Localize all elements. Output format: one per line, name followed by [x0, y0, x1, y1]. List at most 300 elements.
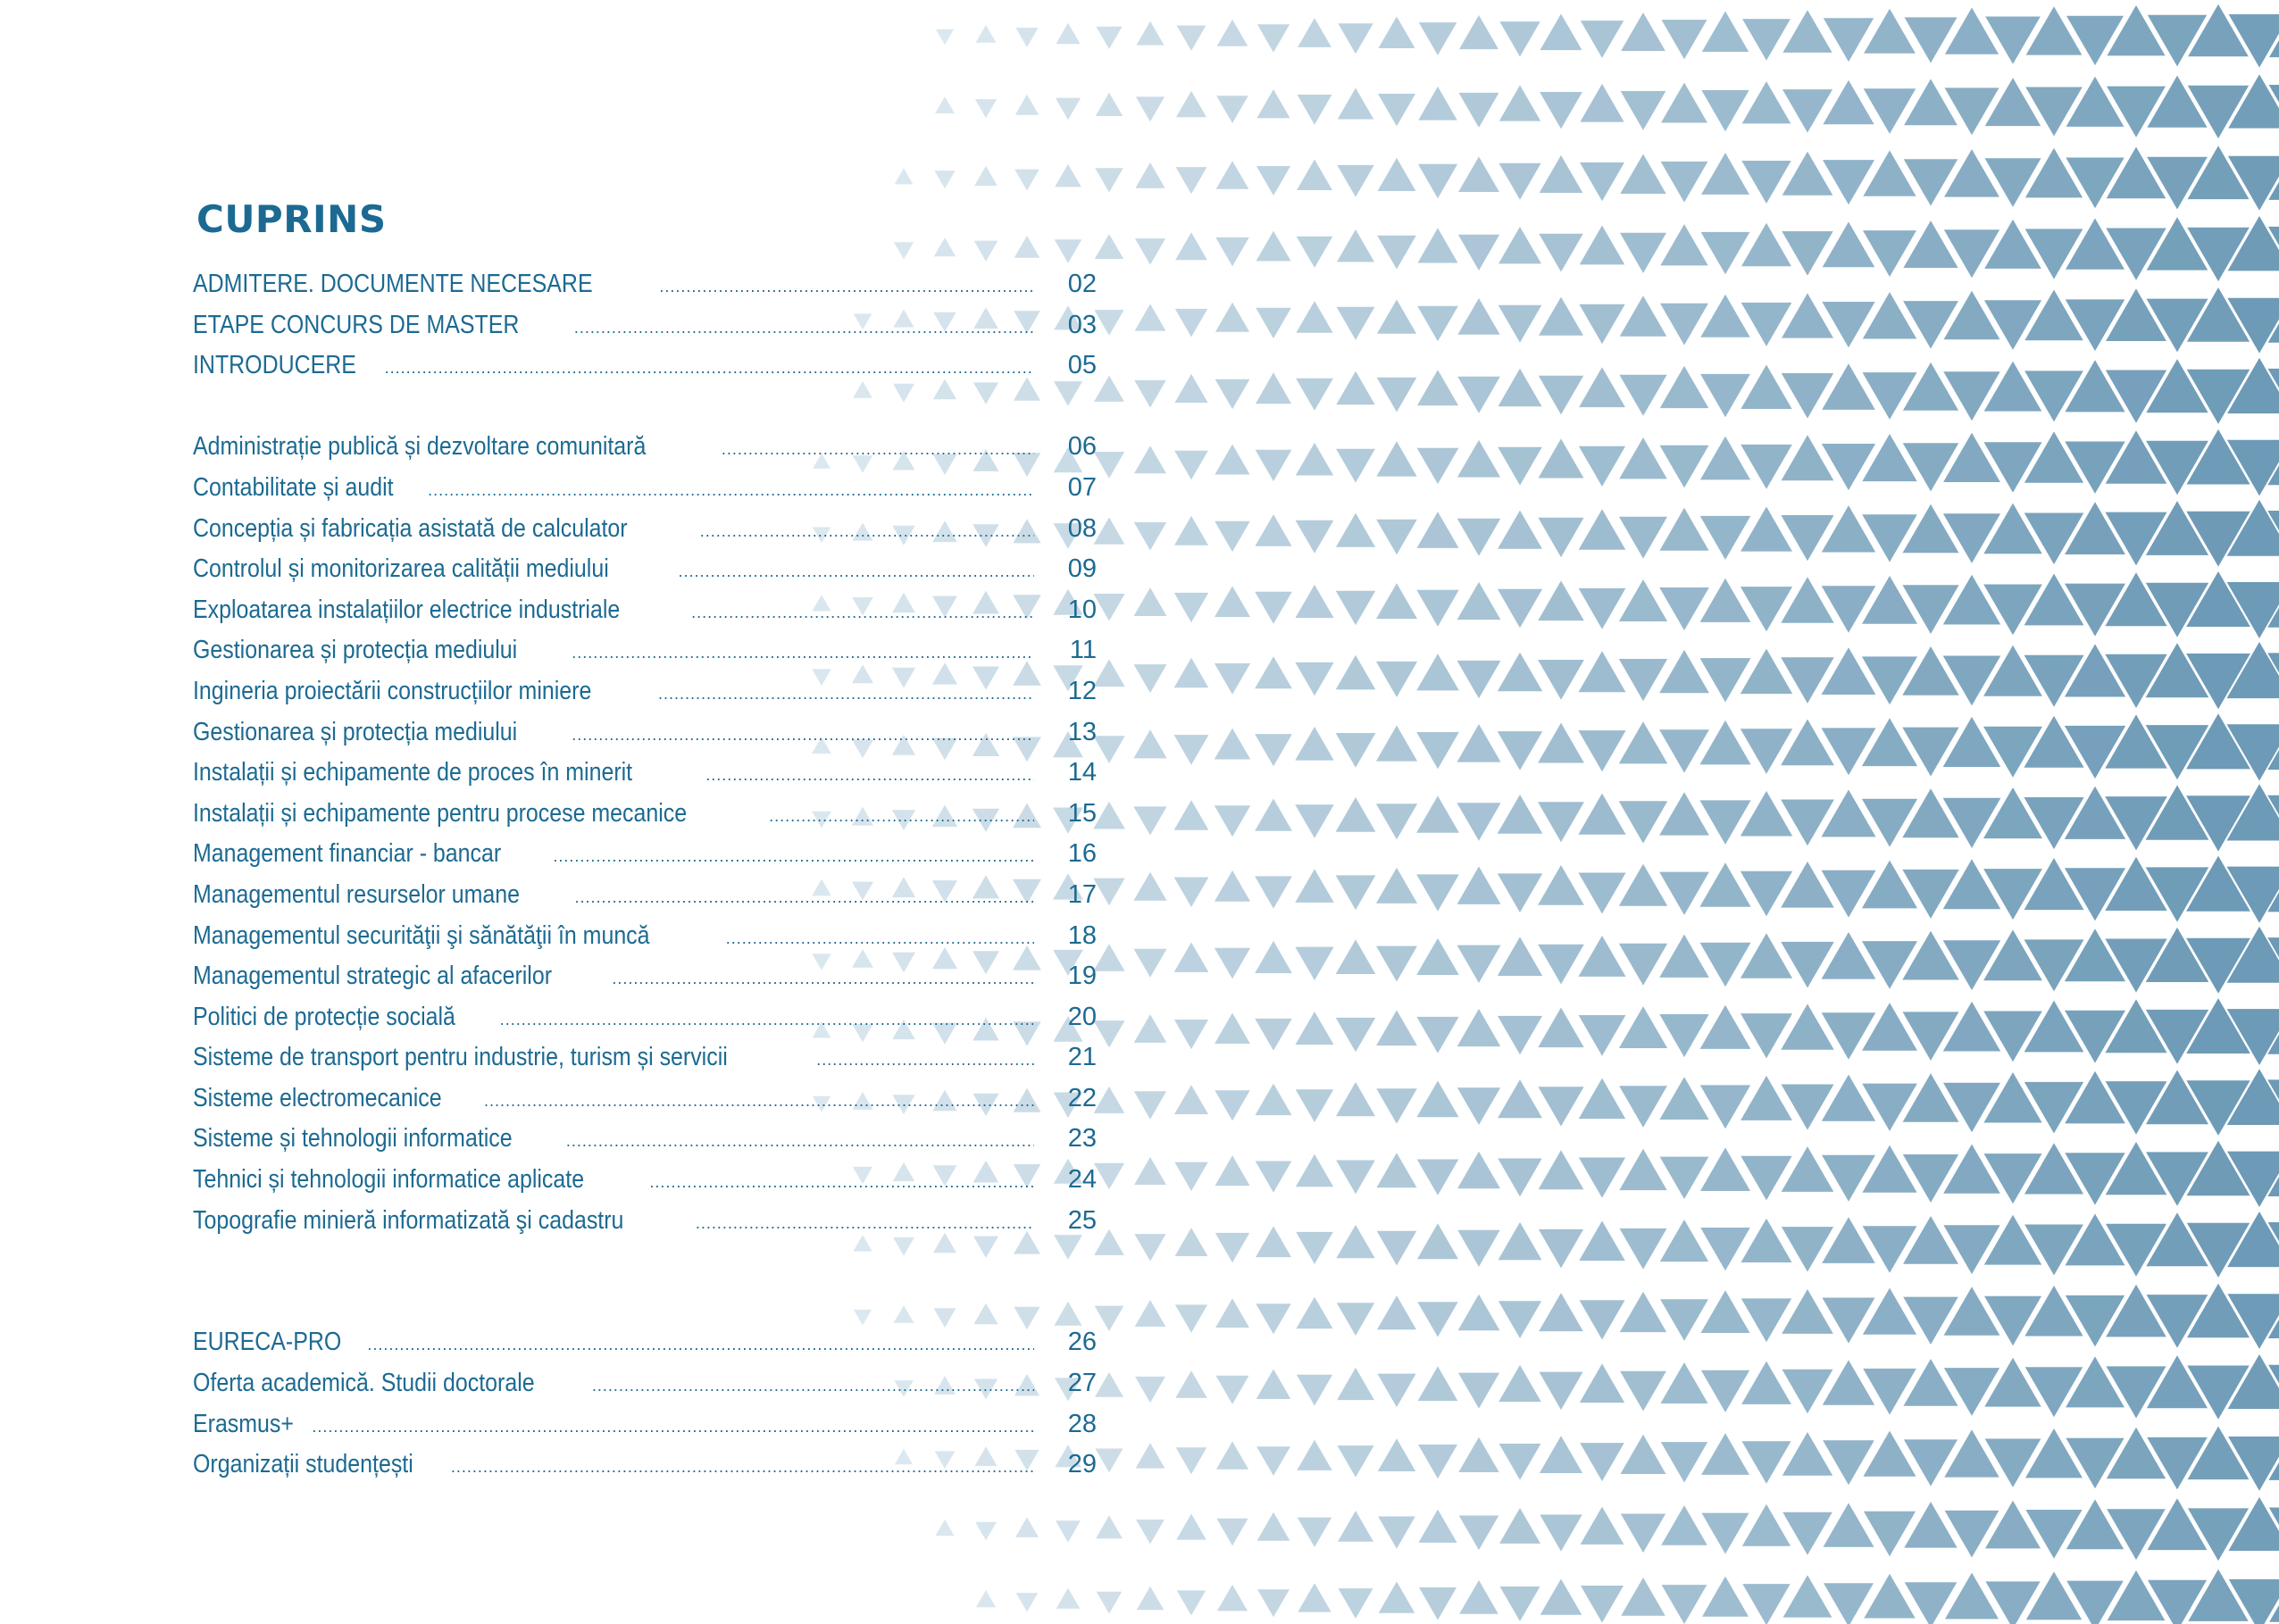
pattern-triangle	[1379, 1582, 1415, 1613]
pattern-triangle	[1498, 1365, 1541, 1402]
pattern-triangle	[1418, 1366, 1458, 1401]
toc-leader-dots	[428, 471, 1034, 512]
pattern-triangle	[1742, 1441, 1791, 1484]
pattern-triangle	[974, 166, 998, 186]
toc-entry[interactable]	[193, 1037, 1097, 1079]
toc-entry[interactable]	[193, 1322, 1097, 1363]
pattern-triangle	[1174, 1020, 1208, 1049]
pattern-triangle	[976, 1590, 996, 1607]
toc-entry[interactable]	[193, 753, 1097, 794]
toc-leader-dots	[500, 1000, 1034, 1041]
pattern-triangle	[1538, 580, 1584, 620]
pattern-triangle	[1095, 1372, 1123, 1397]
pattern-triangle	[1177, 1590, 1206, 1615]
pattern-triangle	[1742, 1504, 1791, 1546]
pattern-triangle	[1944, 229, 1999, 278]
pattern-triangle	[1336, 1161, 1375, 1195]
pattern-triangle	[1619, 944, 1667, 986]
pattern-triangle	[1619, 579, 1667, 621]
pattern-triangle	[1579, 936, 1626, 977]
pattern-triangle	[1094, 1020, 1125, 1047]
pattern-triangle	[1015, 1518, 1039, 1537]
pattern-triangle	[1337, 165, 1373, 197]
pattern-triangle	[1376, 441, 1416, 476]
pattern-triangle	[1093, 736, 1124, 763]
toc-leader-dots	[658, 674, 1034, 715]
pattern-triangle	[1133, 806, 1166, 835]
pattern-triangle	[1255, 799, 1292, 831]
pattern-triangle	[2066, 16, 2124, 65]
pattern-triangle	[1902, 646, 1958, 695]
pattern-triangle	[1902, 870, 1958, 919]
pattern-triangle	[1781, 577, 1833, 623]
pattern-triangle	[1459, 15, 1498, 49]
toc-entry[interactable]	[193, 468, 1097, 509]
pattern-triangle	[1416, 732, 1459, 769]
pattern-triangle	[1256, 372, 1291, 404]
pattern-triangle	[1336, 449, 1375, 483]
pattern-triangle	[1096, 27, 1122, 49]
pattern-triangle	[1903, 362, 1958, 411]
pattern-triangle	[1458, 1373, 1499, 1409]
pattern-triangle	[976, 25, 997, 43]
toc-entry-page-number: 10	[1067, 595, 1097, 624]
toc-entry-page-number: 02	[1067, 270, 1097, 298]
pattern-triangle	[1539, 234, 1582, 272]
pattern-triangle	[1336, 655, 1376, 690]
pattern-triangle	[1943, 1083, 2000, 1133]
pattern-triangle	[1862, 799, 1917, 847]
pattern-triangle	[1056, 98, 1081, 121]
pattern-triangle	[1823, 1298, 1875, 1344]
pattern-triangle	[1216, 161, 1249, 189]
pattern-triangle	[1295, 727, 1333, 761]
pattern-triangle	[1457, 1087, 1500, 1125]
pattern-triangle	[1457, 377, 1500, 413]
toc-leader-dots	[385, 348, 1034, 389]
pattern-triangle	[1135, 162, 1165, 188]
pattern-triangle	[1498, 1159, 1541, 1197]
pattern-triangle	[1134, 446, 1166, 473]
toc-entry[interactable]	[193, 509, 1097, 550]
pattern-triangle	[1579, 446, 1625, 487]
pattern-triangle	[1741, 365, 1791, 410]
pattern-triangle	[1824, 18, 1874, 62]
toc-entry[interactable]	[193, 630, 1097, 671]
pattern-triangle	[1864, 1431, 1916, 1477]
pattern-triangle	[1621, 1514, 1665, 1553]
toc-entry-page-number: 29	[1067, 1450, 1097, 1479]
pattern-triangle	[1336, 733, 1376, 768]
pattern-triangle	[1417, 306, 1458, 342]
toc-entry-label: Concepția și fabricația asistată de calculator	[193, 513, 628, 543]
pattern-triangle	[1782, 293, 1833, 337]
pattern-triangle	[1296, 521, 1334, 554]
pattern-triangle	[1782, 89, 1832, 133]
pattern-triangle	[1378, 158, 1416, 191]
pattern-triangle	[1256, 1370, 1291, 1400]
toc-entry[interactable]	[193, 1160, 1097, 1201]
pattern-triangle	[1823, 1440, 1874, 1485]
pattern-triangle	[1338, 1511, 1373, 1542]
toc-entry-page-number: 23	[1067, 1124, 1097, 1153]
toc-leader-dots	[816, 1040, 1034, 1081]
pattern-triangle	[1417, 512, 1459, 548]
toc-entry[interactable]	[193, 264, 1097, 305]
pattern-triangle	[1498, 163, 1540, 200]
toc-leader-dots	[592, 1366, 1034, 1407]
pattern-triangle	[1538, 660, 1584, 700]
pattern-triangle	[1538, 945, 1584, 985]
pattern-triangle	[1498, 369, 1542, 407]
pattern-triangle	[1539, 1150, 1584, 1189]
pattern-triangle	[1457, 945, 1501, 983]
pattern-triangle	[935, 96, 955, 113]
pattern-triangle	[1580, 226, 1625, 265]
pattern-triangle	[1863, 372, 1917, 420]
pattern-triangle	[1782, 1227, 1833, 1271]
pattern-triangle	[1699, 720, 1750, 765]
pattern-triangle	[1782, 435, 1834, 480]
pattern-triangle	[1540, 1579, 1582, 1615]
pattern-triangle	[1823, 160, 1874, 204]
toc-leader-dots	[575, 878, 1034, 919]
pattern-triangle	[1903, 221, 1958, 268]
toc-entry[interactable]	[193, 712, 1097, 754]
pattern-triangle	[1822, 932, 1876, 979]
pattern-triangle	[1457, 661, 1501, 698]
pattern-triangle	[1985, 17, 2041, 64]
toc-entry[interactable]	[193, 1079, 1097, 1120]
pattern-triangle	[1701, 232, 1750, 274]
pattern-triangle	[1700, 374, 1750, 417]
pattern-triangle	[1539, 1229, 1583, 1269]
pattern-triangle	[1700, 658, 1751, 702]
pattern-triangle	[1620, 1371, 1666, 1412]
pattern-triangle	[1984, 1153, 2042, 1203]
pattern-triangle	[1662, 1585, 1707, 1624]
toc-entry[interactable]	[193, 671, 1097, 712]
pattern-triangle	[1660, 1220, 1708, 1262]
pattern-triangle	[1742, 1584, 1790, 1624]
pattern-triangle	[1056, 23, 1080, 45]
pattern-triangle	[1337, 307, 1375, 340]
pattern-triangle	[1255, 941, 1292, 973]
pattern-triangle	[1579, 367, 1625, 407]
toc-entry[interactable]	[193, 305, 1097, 346]
toc-entry-page-number: 18	[1067, 920, 1097, 950]
pattern-triangle	[1943, 575, 2000, 625]
toc-entry-label: Tehnici și tehnologii informatice aplicate	[193, 1165, 585, 1195]
toc-entry-label: Managementul resurselor umane	[193, 879, 520, 909]
pattern-triangle	[1256, 89, 1290, 118]
pattern-triangle	[1581, 21, 1624, 58]
pattern-triangle	[1701, 1433, 1749, 1475]
pattern-triangle	[1619, 801, 1668, 843]
pattern-triangle	[1176, 167, 1207, 194]
pattern-triangle	[1094, 518, 1125, 545]
pattern-triangle	[1782, 231, 1832, 276]
toc-entry[interactable]	[193, 549, 1097, 590]
toc-leader-dots	[367, 1325, 1034, 1366]
pattern-triangle	[1337, 1303, 1374, 1336]
pattern-triangle	[1215, 237, 1248, 266]
pattern-triangle	[1096, 1515, 1123, 1538]
pattern-triangle	[1781, 515, 1833, 561]
pattern-triangle	[1661, 83, 1707, 123]
pattern-triangle	[1540, 1436, 1582, 1473]
pattern-triangle	[1216, 1519, 1248, 1545]
pattern-triangle	[1699, 862, 1750, 907]
toc-entry-page-number: 25	[1067, 1205, 1097, 1235]
pattern-triangle	[1580, 1363, 1624, 1403]
pattern-triangle	[2025, 1367, 2083, 1417]
pattern-triangle	[1539, 438, 1584, 478]
pattern-triangle	[1296, 301, 1332, 333]
toc-entry-label: Sisteme electromecanice	[193, 1083, 442, 1112]
pattern-triangle	[1945, 87, 1999, 135]
pattern-triangle	[1822, 647, 1876, 695]
pattern-triangle	[1458, 1437, 1498, 1472]
pattern-triangle	[1904, 1439, 1958, 1486]
pattern-triangle	[1620, 296, 1667, 337]
pattern-triangle	[1538, 723, 1584, 763]
pattern-triangle	[1659, 1077, 1708, 1120]
pattern-triangle	[1862, 434, 1916, 481]
pattern-triangle	[1094, 1229, 1124, 1255]
pattern-triangle	[1862, 656, 1917, 704]
pattern-triangle	[1459, 93, 1499, 128]
pattern-triangle	[1418, 228, 1458, 262]
toc-entry-page-number: 20	[1067, 1002, 1097, 1031]
toc-entry-page-number: 15	[1067, 798, 1097, 828]
pattern-triangle	[1822, 363, 1875, 410]
pattern-triangle	[1255, 592, 1292, 624]
pattern-triangle	[1621, 12, 1665, 51]
pattern-triangle	[975, 99, 997, 118]
pattern-triangle	[1257, 1512, 1290, 1541]
pattern-triangle	[1944, 149, 1999, 197]
pattern-triangle	[1298, 1518, 1332, 1547]
toc-entry-label: Sisteme și tehnologii informatice	[193, 1124, 513, 1153]
pattern-triangle	[1377, 1231, 1417, 1266]
pattern-triangle	[1620, 233, 1666, 273]
toc-entry[interactable]	[193, 916, 1097, 957]
pattern-triangle	[1904, 79, 1958, 125]
pattern-triangle	[1174, 374, 1207, 403]
toc-entry[interactable]	[193, 1119, 1097, 1160]
toc-entry[interactable]	[193, 997, 1097, 1038]
pattern-triangle	[1862, 1003, 1917, 1051]
pattern-triangle	[1014, 170, 1039, 191]
pattern-triangle	[2025, 1428, 2083, 1478]
pattern-triangle	[1457, 440, 1500, 478]
toc-entry-label: Managementul securităţii şi sănătăţii în muncă	[193, 920, 650, 950]
pattern-triangle	[1215, 729, 1250, 760]
pattern-triangle	[1661, 1505, 1707, 1545]
pattern-triangle	[1902, 931, 1958, 980]
pattern-triangle	[1016, 1593, 1039, 1612]
pattern-triangle	[1215, 1013, 1250, 1045]
toc-entry[interactable]	[193, 1445, 1097, 1486]
toc-entry-label: Politici de protecție socială	[193, 1002, 455, 1031]
pattern-triangle	[1296, 1012, 1334, 1045]
pattern-triangle	[1457, 1152, 1500, 1189]
pattern-triangle	[1376, 946, 1417, 982]
pattern-triangle	[1216, 96, 1248, 123]
pattern-triangle	[1136, 1443, 1165, 1468]
pattern-triangle	[1822, 444, 1875, 490]
pattern-triangle	[1498, 589, 1542, 629]
pattern-triangle	[1741, 871, 1792, 916]
pattern-triangle	[1417, 1302, 1457, 1337]
pattern-triangle	[1093, 802, 1125, 829]
pattern-triangle	[1256, 450, 1292, 481]
toc-entry-page-number: 28	[1067, 1409, 1097, 1438]
toc-entry-page-number: 26	[1067, 1328, 1097, 1357]
pattern-triangle	[1257, 24, 1290, 52]
toc-entry-page-number: 21	[1067, 1043, 1097, 1072]
pattern-triangle	[1498, 511, 1542, 549]
pattern-triangle	[1094, 310, 1123, 336]
pattern-triangle	[1055, 164, 1081, 187]
pattern-triangle	[1296, 585, 1334, 618]
pattern-triangle	[1457, 724, 1501, 762]
pattern-triangle	[1417, 1160, 1459, 1195]
pattern-triangle	[935, 1520, 954, 1536]
pattern-triangle	[1700, 1085, 1750, 1128]
toc-entry[interactable]	[193, 1363, 1097, 1404]
toc-entry-label: Sisteme de transport pentru industrie, turism și servicii	[193, 1043, 728, 1072]
pattern-triangle	[2108, 1570, 2166, 1620]
pattern-triangle	[1903, 443, 1959, 491]
toc-entry[interactable]	[193, 590, 1097, 631]
pattern-triangle	[1619, 437, 1667, 479]
pattern-triangle	[1134, 380, 1165, 408]
pattern-triangle	[1701, 90, 1749, 131]
toc-entry-page-number: 14	[1067, 758, 1097, 787]
pattern-triangle	[1822, 302, 1874, 347]
pattern-triangle	[1376, 520, 1417, 555]
toc-entry[interactable]	[193, 1201, 1097, 1242]
pattern-triangle	[1498, 731, 1542, 770]
pattern-triangle	[1579, 1015, 1626, 1056]
toc-leader-dots	[705, 755, 1034, 796]
pattern-triangle	[1702, 1513, 1749, 1554]
pattern-triangle	[1134, 872, 1167, 901]
pattern-triangle	[1015, 28, 1038, 47]
toc-entry-page-number: 22	[1067, 1083, 1097, 1112]
pattern-triangle	[1137, 21, 1165, 46]
toc-leader-dots	[696, 1203, 1034, 1245]
pattern-triangle	[1822, 728, 1876, 775]
pattern-triangle	[1659, 729, 1709, 772]
toc-entry-label: Administrație publică și dezvoltare comunitară	[193, 432, 647, 462]
pattern-triangle	[1418, 164, 1457, 198]
pattern-triangle	[1376, 726, 1417, 762]
pattern-triangle	[1945, 1511, 1999, 1558]
pattern-triangle	[1864, 9, 1916, 54]
toc-entry[interactable]	[193, 834, 1097, 875]
pattern-triangle	[1217, 20, 1248, 46]
pattern-triangle	[1499, 1508, 1540, 1544]
pattern-triangle	[1458, 156, 1499, 192]
toc-entry-label: Management financiar - bancar	[193, 839, 502, 869]
pattern-triangle	[1295, 947, 1333, 980]
pattern-triangle	[1984, 1215, 2041, 1265]
pattern-triangle	[1619, 659, 1667, 701]
toc-entry-label: Controlul și monitorizarea calității mediului	[193, 554, 609, 584]
pattern-triangle	[1659, 587, 1709, 630]
pattern-triangle	[2025, 87, 2083, 137]
toc-leader-dots	[451, 1447, 1034, 1488]
pattern-triangle	[1781, 1004, 1833, 1049]
pattern-triangle	[1295, 869, 1333, 903]
toc-entry[interactable]	[193, 794, 1097, 835]
toc-entry-page-number: 12	[1067, 676, 1097, 705]
pattern-triangle	[1176, 1447, 1207, 1474]
pattern-triangle	[1741, 507, 1792, 552]
toc-entry[interactable]	[193, 346, 1097, 387]
pattern-triangle	[1781, 800, 1834, 846]
pattern-triangle	[1945, 8, 1999, 54]
pattern-triangle	[1579, 1220, 1625, 1261]
pattern-triangle	[1095, 1306, 1124, 1331]
pattern-triangle	[2025, 229, 2083, 279]
pattern-triangle	[1943, 717, 2001, 767]
pattern-triangle	[1985, 1439, 2041, 1487]
pattern-triangle	[1783, 1575, 1832, 1617]
pattern-triangle	[1943, 1225, 1999, 1274]
pattern-triangle	[1134, 587, 1167, 616]
pattern-triangle	[1822, 1217, 1875, 1263]
pattern-triangle	[1256, 1084, 1292, 1116]
pattern-triangle	[1741, 1298, 1791, 1342]
pattern-triangle	[1540, 1372, 1583, 1411]
toc-section	[193, 264, 1097, 387]
pattern-triangle	[1619, 1086, 1667, 1128]
pattern-triangle	[1337, 229, 1374, 262]
pattern-triangle	[1215, 805, 1250, 837]
pattern-triangle	[1499, 1444, 1541, 1480]
pattern-triangle	[1621, 91, 1666, 130]
pattern-triangle	[1700, 1005, 1751, 1049]
pattern-triangle	[1379, 17, 1415, 49]
toc-entry[interactable]	[193, 956, 1097, 997]
pattern-triangle	[2025, 1510, 2082, 1559]
pattern-triangle	[1498, 653, 1542, 692]
pattern-triangle	[1498, 795, 1543, 834]
toc-entry[interactable]	[193, 875, 1097, 916]
pattern-triangle	[1985, 78, 2041, 126]
toc-entry[interactable]	[193, 1404, 1097, 1445]
pattern-triangle	[1824, 1503, 1874, 1546]
pattern-triangle	[1863, 150, 1916, 196]
pattern-triangle	[1661, 1442, 1707, 1482]
pattern-triangle	[1056, 1588, 1081, 1609]
pattern-triangle	[934, 171, 955, 188]
pattern-triangle	[1256, 1303, 1290, 1334]
toc-entry[interactable]	[193, 427, 1097, 468]
pattern-triangle	[1419, 1587, 1457, 1620]
pattern-triangle	[1944, 1368, 1999, 1416]
pattern-triangle	[1336, 1018, 1375, 1052]
pattern-triangle	[1701, 1370, 1749, 1412]
pattern-triangle	[1619, 721, 1668, 763]
pattern-triangle	[1660, 446, 1709, 488]
pattern-triangle	[1296, 1154, 1333, 1187]
pattern-triangle	[1660, 1362, 1707, 1403]
